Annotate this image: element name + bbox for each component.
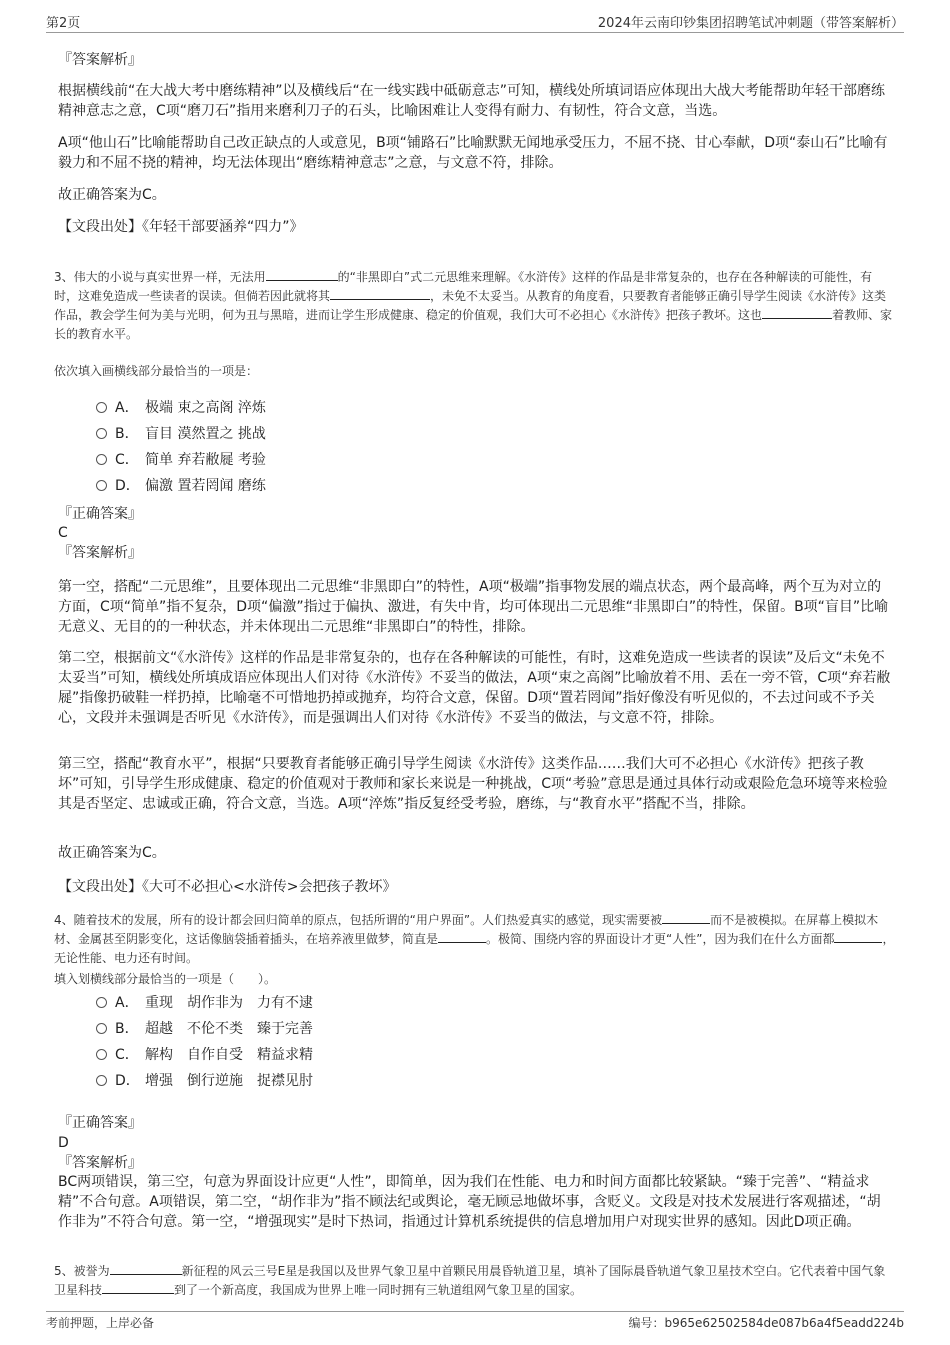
header-divider: [46, 32, 904, 33]
q3-conclusion: 故正确答案为C。: [58, 845, 166, 861]
q4-blank-1: [662, 911, 710, 924]
radio-icon[interactable]: [96, 402, 107, 413]
page-header: [46, 12, 904, 32]
q3-option-b[interactable]: B． 盲目 漠然置之 挑战: [96, 424, 266, 444]
radio-icon[interactable]: [96, 480, 107, 491]
document-code: 编号：b965e62502584de087b6a4f5eadd224b: [628, 1316, 904, 1330]
q4-analysis-heading: 『答案解析』: [58, 1155, 142, 1171]
q3-analysis-para-2: 第二空，根据前文“《水浒传》这样的作品是非常复杂的，也存在各种解读的可能性，有时，这难免造成一些读者的误读”及后文“未免不太妥当”可知，横线处所填成语应体现出人们对待《水浒传》不妥当的做法，A项“束之高阁”比喻放着不用、丢在一旁不管，C项“弃若敝屣”指像扔破鞋一样扔掉，比喻毫不可惜地扔掉或抛弃，均符合文意，保留。D项“置若罔闻”指好像没有听见似的，不去过问或不予关心，文段并未强调是否听见《水浒传》，而是强调出人们对待《水浒传》不妥当的做法，与文意不符，排除。: [58, 650, 891, 726]
q4-blank-2: [438, 930, 486, 943]
footer-divider: [46, 1311, 904, 1312]
q5-blank-2: [102, 1281, 174, 1294]
q3-analysis-para-1: 第一空，搭配“二元思维”，且要体现出二元思维“非黑即白”的特性，A项“极端”指事物发展的端点状态，两个最高峰，两个互为对立的方面，C项“简单”指不复杂，D项“偏激”指过于偏执、激进，有失中肯，均可体现出二元思维“非黑即白”的特性，保留。B项“盲目”比喻无意义、无目的的一种状态，并未体现出二元思维“非黑即白”的特性，排除。: [58, 579, 889, 635]
radio-icon[interactable]: [96, 1023, 107, 1034]
q2-conclusion: 故正确答案为C。: [58, 187, 166, 203]
q3-correct-heading: 『正确答案』: [58, 506, 142, 522]
q2-analysis-para-1: 根据横线前“在大战大考中磨练精神”以及横线后“在一线实践中砥砺意志”可知，横线处所填词语应体现出大战大考能帮助年轻干部磨练精神意志之意，C项“磨刀石”指用来磨利刀子的石头，比喻困难让人变得有耐力、有韧性，符合文意，当选。: [58, 83, 886, 119]
q4-prompt: 填入划横线部分最恰当的一项是（ ）。: [54, 972, 277, 986]
radio-icon[interactable]: [96, 1075, 107, 1086]
q4-option-b[interactable]: B． 超越 不伦不类 臻于完善: [96, 1019, 313, 1039]
q3-blank-3: [762, 306, 832, 319]
q3-stem: 3、伟大的小说与真实世界一样，无法用 的“非黑即白”式二元思维来理解。《水浒传》这样的作品是非常复杂的，也存在各种解读的可能性，有时，这难免造成一些读者的误读。但倘若因此就将其 ，未免不太妥当。从教育的角度看，只要教育者能够正确引导学生阅读《水浒传》这类作品，教会学生何为美与光明，何为丑与黑暗，进而让学生形成健康、稳定的价值观，我们大可不必担心《水浒传》把孩子教坏。这也 着教师、家长的教育水平。: [54, 270, 893, 341]
q3-analysis-para-3: 第三空，搭配“教育水平”，根据“只要教育者能够正确引导学生阅读《水浒传》这类作品……我们大可不必担心《水浒传》把孩子教坏”可知，引导学生形成健康、稳定的价值观对于教师和家长来说是一种挑战，C项“考验”意思是通过具体行动或艰险危急环境等来检验其是否坚定、忠诚或正确，符合文意，当选。A项“淬炼”指反复经受考验，磨练，与“教育水平”搭配不当，排除。: [58, 756, 888, 812]
q4-analysis: BC两项错误，第三空，句意为界面设计应更“人性”，即简单，因为我们在性能、电力和时间方面都比较紧缺。“臻于完善”、“精益求精”不合句意。A项错误，第二空，“胡作非为”指不顾法纪或舆论，毫无顾忌地做坏事，含贬义。文段是对技术发展进行客观描述，“胡作非为”不符合句意。第一空，“增强现实”是时下热词，指通过计算机系统提供的信息增加用户对现实世界的感知。因此D项正确。: [58, 1174, 881, 1230]
q2-analysis-para-2: A项“他山石”比喻能帮助自己改正缺点的人或意见，B项“铺路石”比喻默默无闻地承受压力，不屈不挠、甘心奉献，D项“泰山石”比喻有毅力和不屈不挠的精神，均无法体现出“磨练精神意志”之意，与文意不符，排除。: [58, 135, 888, 171]
q5-stem: 5、被誉为 新征程的风云三号E星是我国以及世界气象卫星中首颗民用晨昏轨道卫星，填补了国际晨昏轨道气象卫星技术空白。它代表着中国气象卫星科技 到了一个新高度，我国成为世界上唯一同时拥有三轨道组网气象卫星的国家。: [54, 1264, 886, 1297]
page-number: 第2页: [46, 16, 81, 31]
radio-icon[interactable]: [96, 997, 107, 1008]
q3-correct-answer: C: [58, 525, 68, 541]
q5-blank-1: [110, 1262, 182, 1275]
q3-option-d[interactable]: D． 偏激 置若罔闻 磨练: [96, 476, 266, 496]
q4-correct-heading: 『正确答案』: [58, 1115, 142, 1131]
q3-blank-2: [330, 287, 430, 300]
q4-option-c[interactable]: C． 解构 自作自受 精益求精: [96, 1045, 313, 1065]
q4-option-a[interactable]: A． 重现 胡作非为 力有不逮: [96, 993, 313, 1013]
q3-analysis-heading: 『答案解析』: [58, 545, 142, 561]
q3-source: 【文段出处】《大可不必担心<水浒传>会把孩子教坏》: [58, 879, 397, 895]
radio-icon[interactable]: [96, 1049, 107, 1060]
radio-icon[interactable]: [96, 428, 107, 439]
q2-analysis-heading: 『答案解析』: [58, 52, 142, 68]
q4-stem: 4、随着技术的发展，所有的设计都会回归简单的原点，包括所谓的“用户界面”。人们热爱真实的感觉，现实需要被 而不是被模拟。在屏幕上模拟木材、金属甚至阴影变化，这话像脑袋插着插头，在培养液里做梦，简直是 。极简、围绕内容的界面设计才更“人性”，因为我们在什么方面都 ，无论性能、电力还有时间。: [54, 913, 895, 965]
document-title: 2024年云南印钞集团招聘笔试冲刺题（带答案解析）: [597, 16, 904, 31]
q4-correct-answer: D: [58, 1135, 69, 1151]
radio-icon[interactable]: [96, 454, 107, 465]
footer-slogan: 考前押题，上岸必备: [46, 1316, 155, 1330]
q2-source: 【文段出处】《年轻干部要涵养“四力”》: [58, 219, 304, 235]
q3-option-a[interactable]: A． 极端 束之高阁 淬炼: [96, 398, 266, 418]
q3-option-c[interactable]: C． 简单 弃若敝屣 考验: [96, 450, 266, 470]
q3-prompt: 依次填入画横线部分最恰当的一项是：: [54, 364, 259, 378]
q3-blank-1: [266, 268, 338, 281]
q4-blank-3: [834, 930, 882, 943]
q4-option-d[interactable]: D． 增强 倒行逆施 捉襟见肘: [96, 1071, 313, 1091]
